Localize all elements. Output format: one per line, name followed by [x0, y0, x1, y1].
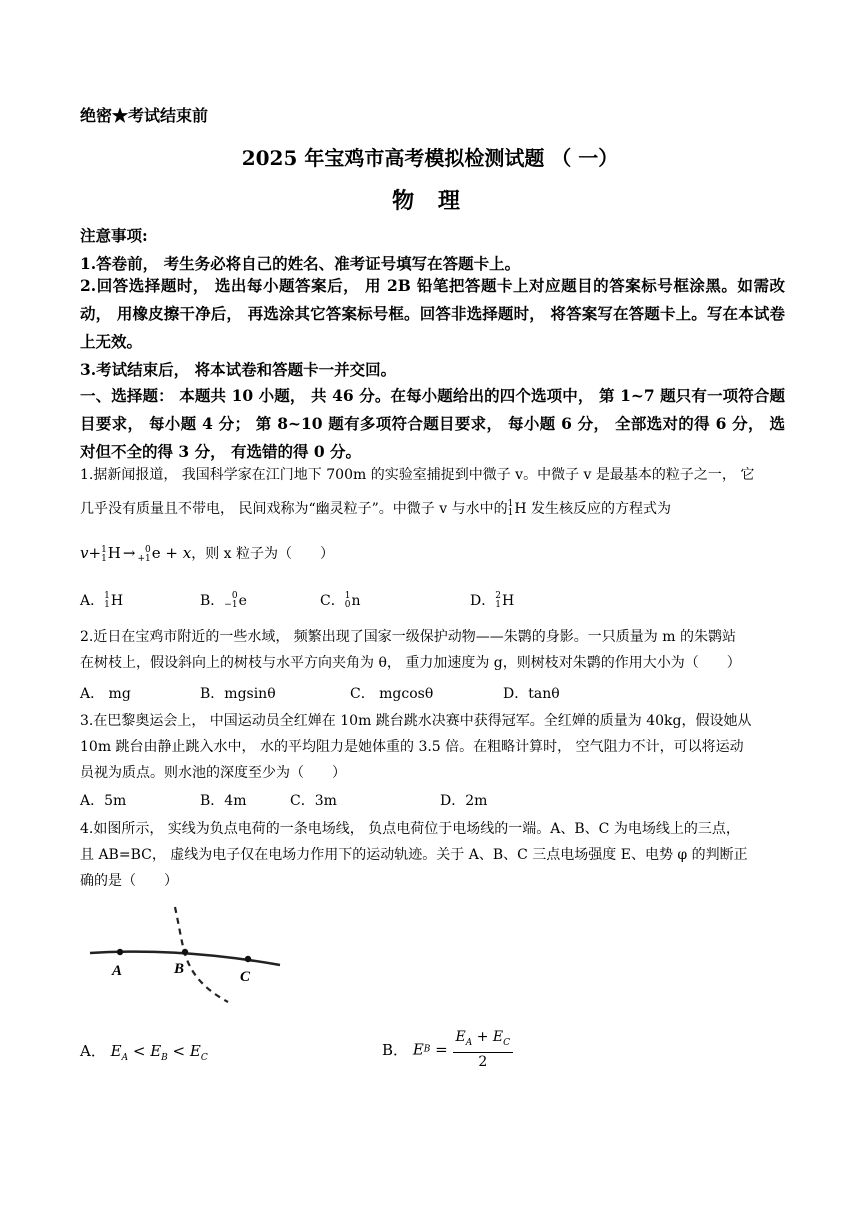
q1-line2-b: H 发生核反应的方程式为: [514, 501, 671, 517]
q3-option-c[interactable]: C．3m: [290, 793, 337, 809]
q4-line2: 且 AB=BC， 虚线为电子仅在电场力作用下的运动轨迹。关于 A、B、C 三点电场强度 E、电势 φ 的判断正: [80, 847, 748, 863]
q2-option-b[interactable]: B．mgsinθ: [200, 686, 276, 702]
q4-option-b[interactable]: B． EB = $\frac{E_A + E_C}{2}$: [382, 1028, 513, 1071]
section-intro: 一、选择题： 本题共 10 小题， 共 46 分。在每小题给出的四个选项中， 第 1~7 题只有一项符合题目要求， 每小题 4 分； 第 8~10 题有多项符合题目要求， 每小题 6 分， 全部选对的得 6 分， 选对但不全的得 3 分， 有选错的得 0 分。: [80, 386, 785, 461]
point-b: [182, 949, 188, 955]
q2-option-c[interactable]: C． mgcosθ: [350, 686, 434, 702]
q1-option-d[interactable]: D． 2 1 H: [470, 591, 515, 610]
notice-heading: 注意事项:: [80, 226, 148, 245]
q1-line1: 1.据新闻报道， 我国科学家在江门地下 700m 的实验室捕捉到中微子 v。中微子 v 是最基本的粒子之一， 它: [80, 467, 755, 483]
notice-item-3: 3.考试结束后， 将本试卷和答题卡一并交回。: [80, 360, 397, 379]
subject-title: 物 理: [392, 188, 468, 214]
q1-option-c[interactable]: C． 1 0 n: [320, 591, 361, 610]
q4-option-a[interactable]: A． $E_A < E_B < E_C$: [80, 1042, 208, 1063]
notice-item-1: 1.答卷前， 考生务必将自己的姓名、准考证号填写在答题卡上。: [80, 254, 521, 273]
label-b: B: [174, 961, 185, 977]
label-a: A: [112, 963, 123, 979]
q2-line1: 2.近日在宝鸡市附近的一些水域， 频繁出现了国家一级保护动物——朱鹮的身影。一只质量为 m 的朱鹮站: [80, 629, 736, 645]
exam-title: 2025 年宝鸡市高考模拟检测试题 （ 一）: [241, 146, 619, 170]
q4-line1: 4.如图所示， 实线为负点电荷的一条电场线， 负点电荷位于电场线的一端。A、B、C 为电场线上的三点，: [80, 821, 740, 837]
q1-equation: v+ 1 1 H → 0 +1 e + x，则 x 粒子为（ ）: [80, 544, 334, 564]
q1-option-b[interactable]: B． 0 −1 e: [200, 591, 247, 610]
q3-line1: 3.在巴黎奥运会上， 中国运动员全红婵在 10m 跳台跳水决赛中获得冠军。全红婵的质量为 40kg，假设她从: [80, 713, 752, 729]
q3-option-b[interactable]: B．4m: [200, 793, 247, 809]
q2-line2: 在树枝上，假设斜向上的树枝与水平方向夹角为 θ， 重力加速度为 g，则树枝对朱鹮的作用大小为（ ）: [80, 655, 741, 671]
q3-line2: 10m 跳台由静止跳入水中， 水的平均阻力是她体重的 3.5 倍。在粗略计算时， 空气阻力不计，可以将运动: [80, 739, 744, 755]
point-c: [245, 956, 251, 962]
q3-option-d[interactable]: D．2m: [440, 793, 488, 809]
q1-option-a[interactable]: A． 1 1 H: [80, 591, 124, 610]
q1-eq-tail: ，则 x 粒子为（ ）: [191, 546, 334, 562]
point-a: [117, 949, 123, 955]
q1-nuclide-h: 1 1: [507, 499, 514, 518]
q4-field-figure: [80, 895, 300, 1010]
q3-line3: 员视为质点。则水池的深度至少为（ ）: [80, 765, 346, 781]
q1-line2-a: 几乎没有质量且不带电， 民间戏称为“幽灵粒子”。中微子 v 与水中的: [80, 501, 508, 517]
secret-label: 绝密★考试结束前: [80, 106, 209, 125]
q3-option-a[interactable]: A．5m: [80, 793, 127, 809]
q2-option-d[interactable]: D．tanθ: [503, 686, 560, 702]
q2-option-a[interactable]: A． mg: [80, 686, 131, 702]
q4-line3: 确的是（ ）: [80, 873, 178, 889]
q1-line2: [80, 494, 671, 524]
label-c: C: [240, 969, 251, 985]
notice-item-2: 2.回答选择题时， 选出每小题答案后， 用 2B 铅笔把答题卡上对应题目的答案标号框涂黑。如需改动， 用橡皮擦干净后， 再选涂其它答案标号框。回答非选择题时， 将答案写在答题卡上。写在本试卷上无效。: [80, 276, 785, 351]
